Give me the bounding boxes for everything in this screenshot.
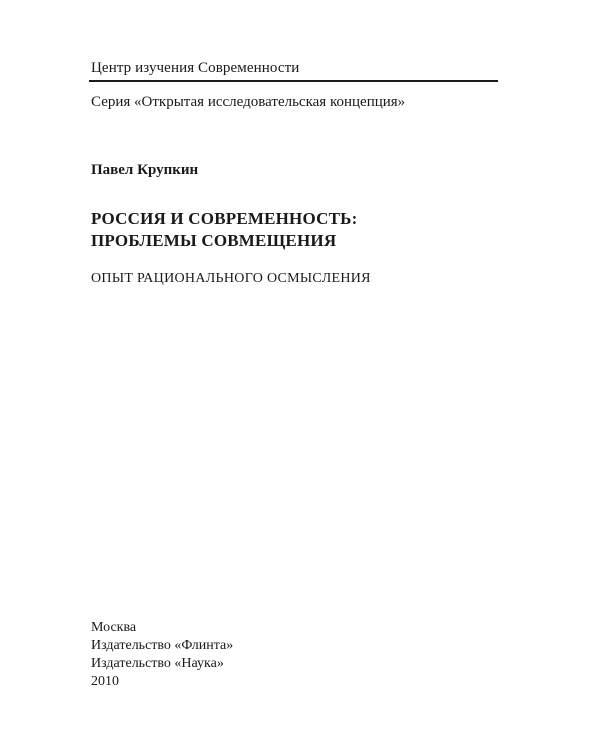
organization-name: Центр изучения Современности (91, 60, 300, 76)
author-name: Павел Крупкин (91, 162, 199, 178)
book-title (91, 208, 357, 252)
imprint-city: Москва (91, 620, 137, 635)
book-title-line-2: ПРОБЛЕМЫ СОВМЕЩЕНИЯ (91, 231, 337, 250)
series-name: Серия «Открытая исследовательская концепция» (91, 94, 406, 110)
book-subtitle: ОПЫТ РАЦИОНАЛЬНОГО ОСМЫСЛЕНИЯ (91, 271, 371, 286)
imprint-publisher-1: Издательство «Флинта» (91, 638, 234, 653)
imprint-year: 2010 (91, 674, 119, 689)
imprint-block (91, 619, 233, 691)
book-title-line-1: РОССИЯ И СОВРЕМЕННОСТЬ: (91, 209, 358, 228)
imprint-publisher-2: Издательство «Наука» (91, 656, 224, 671)
header-rule (89, 80, 498, 82)
